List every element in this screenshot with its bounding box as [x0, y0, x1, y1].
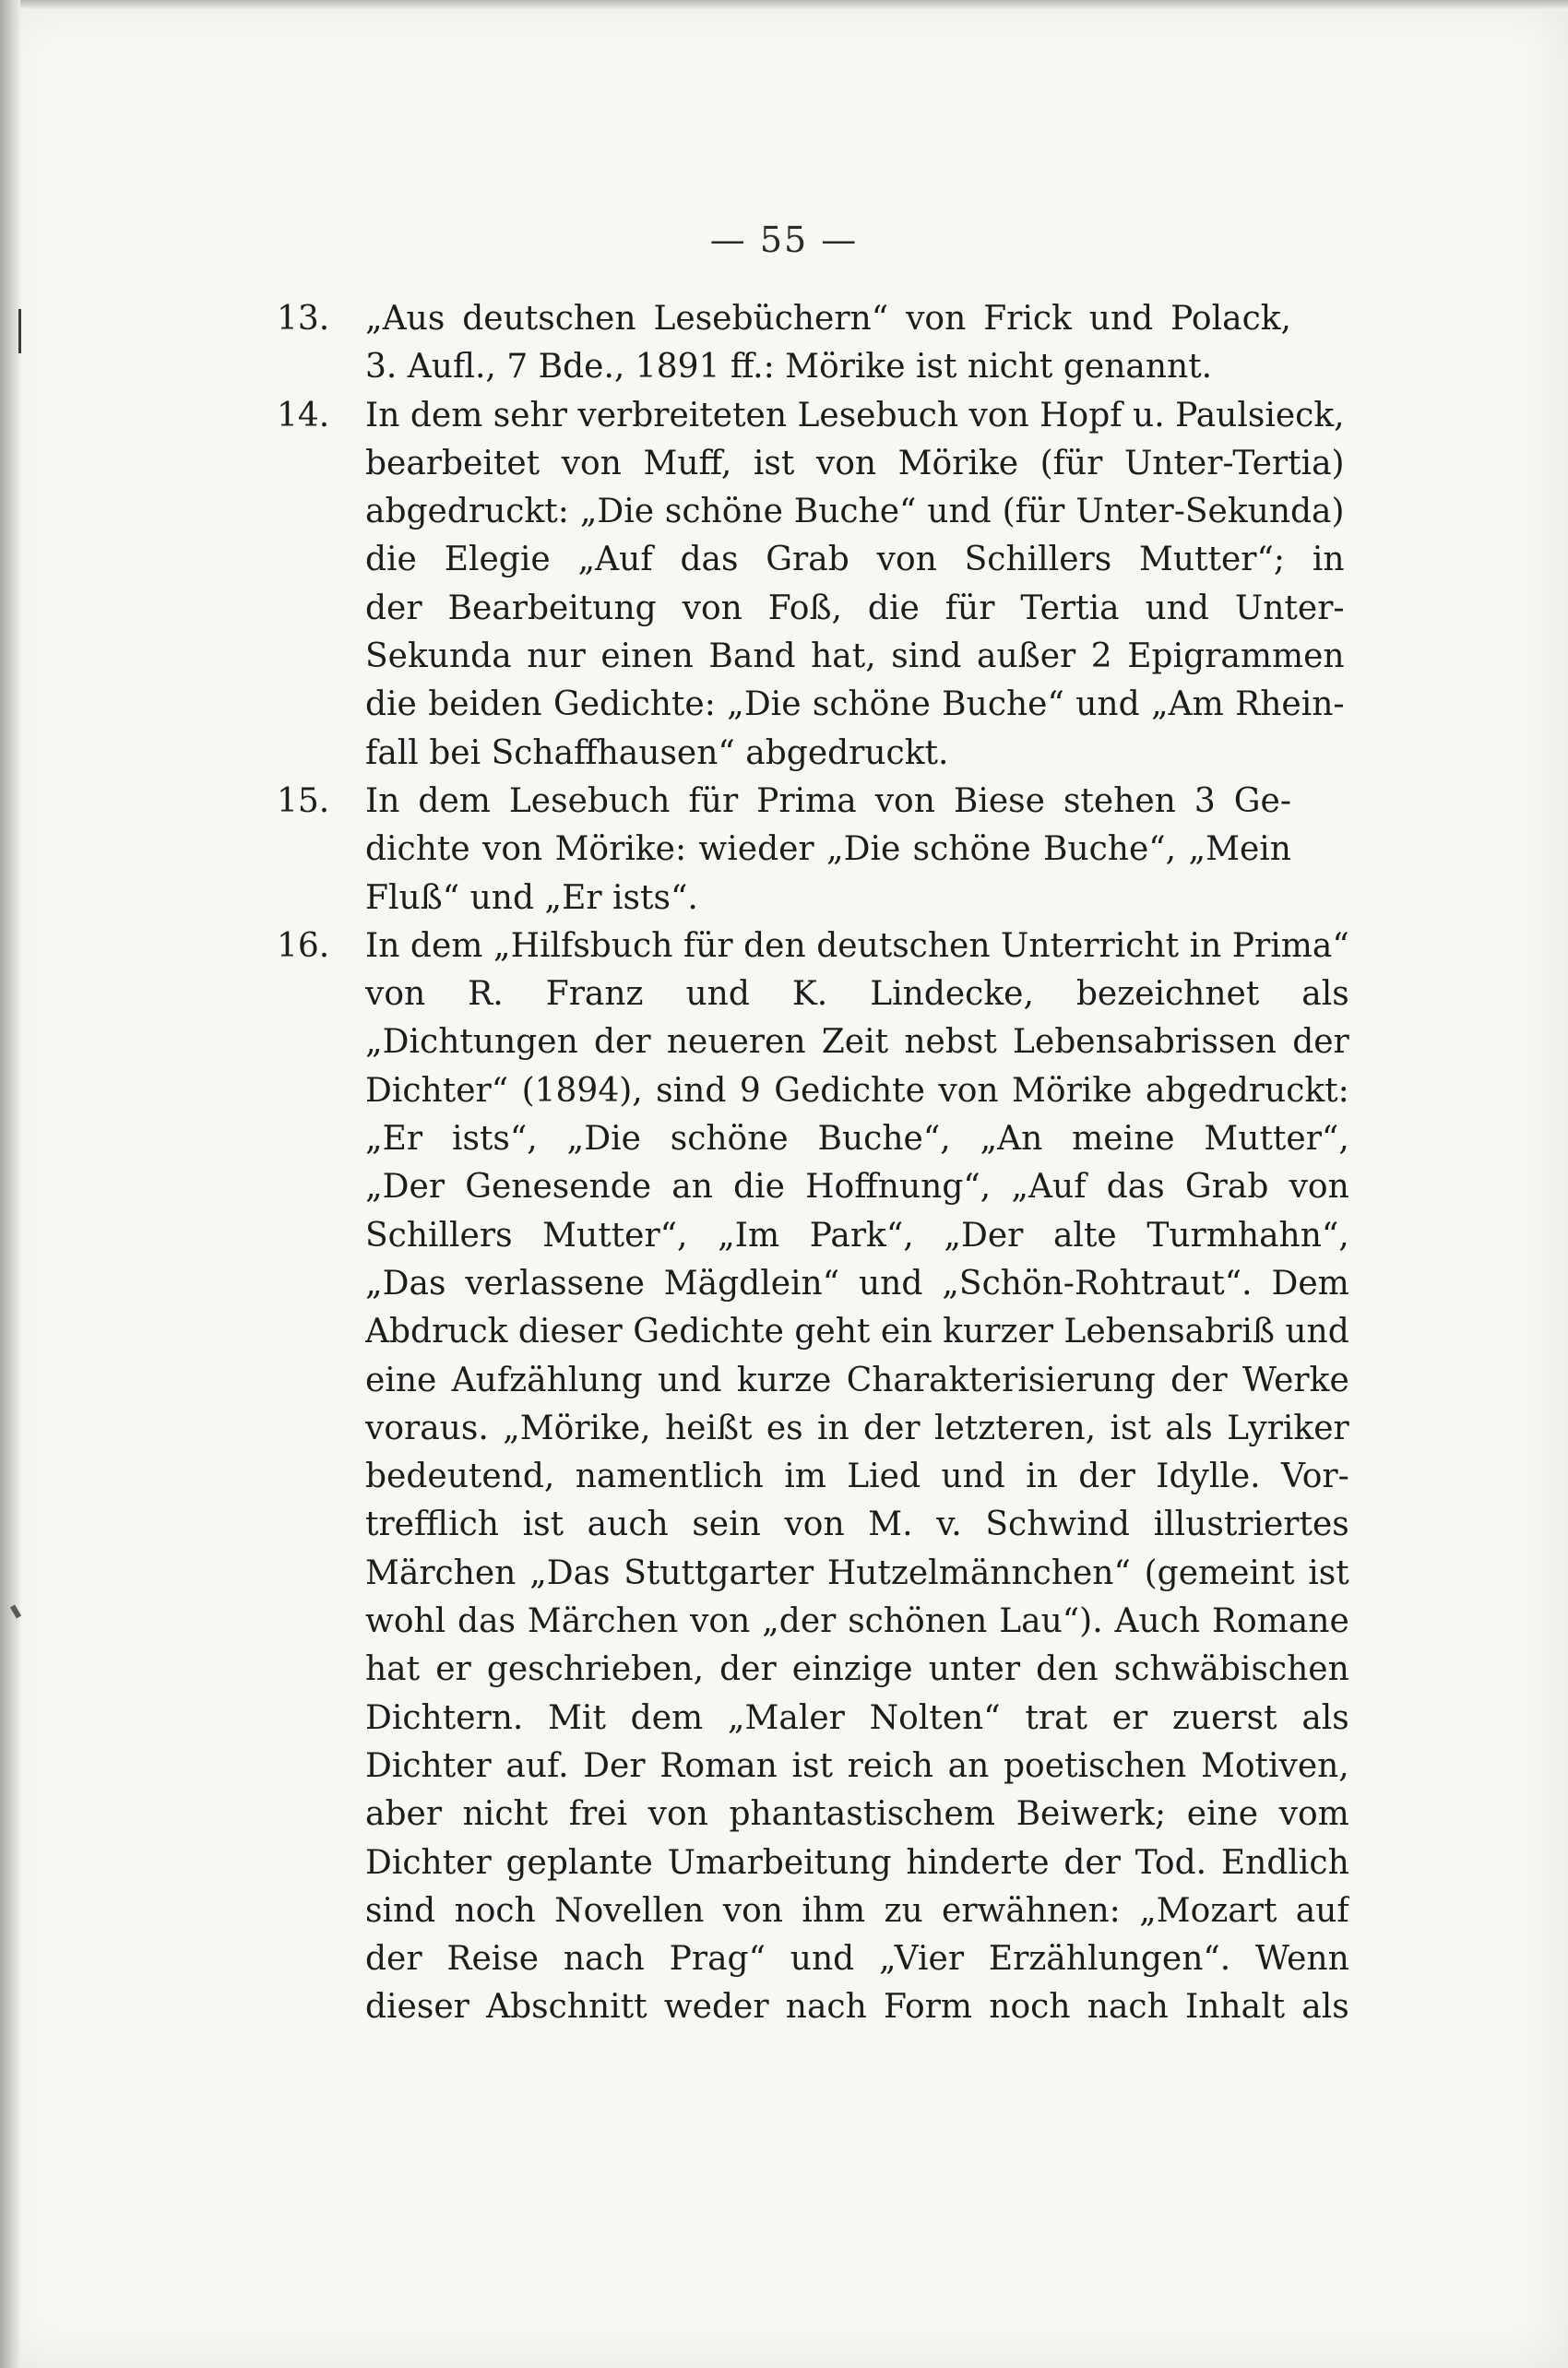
text-line: der Reise nach Prag“ und „Vier Erzählungen“. Wenn [365, 1940, 1349, 1979]
text-line: bearbeitet von Muff, ist von Mörike (für Unter-Tertia) [365, 444, 1345, 482]
text-line: Abdruck dieser Gedichte geht ein kurzer Lebensabriß und [365, 1313, 1349, 1351]
text-line: bedeutend, namentlich im Lied und in der Idylle. Vor- [365, 1458, 1349, 1496]
text-line: Schillers Mutter“, „Im Park“, „Der alte Turmhahn“, [365, 1216, 1349, 1255]
page-binding-edge [0, 0, 20, 2368]
entry-list [277, 295, 1349, 2032]
text-line: dieser Abschnitt weder nach Form noch nach Inhalt als [365, 1988, 1349, 2027]
entry-text [365, 778, 1291, 922]
text-line: 3. Aufl., 7 Bde., 1891 ff.: Mörike ist nicht genannt. [365, 348, 1213, 387]
text-line: Sekunda nur einen Band hat, sind außer 2 Epigrammen [365, 637, 1345, 676]
list-item [277, 778, 1291, 922]
text-line: In dem sehr verbreiteten Lesebuch von Hopf u. Paulsieck, [365, 396, 1345, 434]
text-line: Dichter geplante Umarbeitung hinderte der Tod. Endlich [365, 1843, 1349, 1882]
page-number: — 55 — [709, 220, 859, 260]
page-top-edge [0, 0, 1568, 11]
text-line: In dem Lesebuch für Prima von Biese stehen 3 Ge- [365, 781, 1291, 820]
text-line: Dichtern. Mit dem „Maler Nolten“ trat er zuerst als [365, 1698, 1349, 1737]
text-line: Fluß“ und „Er ists“. [365, 878, 698, 917]
text-line: Dichter“ (1894), sind 9 Gedichte von Mörike abgedruckt: [365, 1071, 1349, 1110]
text-line: „Aus deutschen Lesebüchern“ von Frick und Polack, [365, 300, 1291, 338]
text-line: abgedruckt: „Die schöne Buche“ und (für Unter-Sekunda) [365, 493, 1345, 531]
entry-number: 16. [277, 926, 330, 965]
text-line: die beiden Gedichte: „Die schöne Buche“ und „Am Rhein- [365, 685, 1345, 724]
text-line: der Bearbeitung von Foß, die für Tertia und Unter- [365, 589, 1345, 627]
text-line: In dem „Hilfsbuch für den deutschen Unterricht in Prima“ [365, 926, 1349, 965]
text-line: voraus. „Mörike, heißt es in der letzteren, ist als Lyriker [365, 1409, 1349, 1447]
text-line: fall bei Schaffhausen“ abgedruckt. [365, 733, 949, 772]
text-line: aber nicht frei von phantastischem Beiwerk; eine vom [365, 1795, 1349, 1834]
text-line: „Der Genesende an die Hoffnung“, „Auf das Grab von [365, 1168, 1349, 1207]
list-item [277, 922, 1349, 2032]
entry-number: 13. [277, 300, 330, 338]
list-item [277, 295, 1291, 392]
text-line: trefflich ist auch sein von M. v. Schwind illustriertes [365, 1505, 1349, 1544]
entry-text [365, 295, 1291, 392]
text-line: dichte von Mörike: wieder „Die schöne Buche“, „Mein [365, 830, 1291, 869]
entry-text [365, 922, 1349, 2032]
text-line: „Das verlassene Mägdlein“ und „Schön-Rohtraut“. Dem [365, 1264, 1349, 1303]
text-line: von R. Franz und K. Lindecke, bezeichnet als [365, 975, 1349, 1014]
text-line: eine Aufzählung und kurze Charakterisierung der Werke [365, 1361, 1349, 1399]
text-line: hat er geschrieben, der einzige unter den schwäbischen [365, 1650, 1349, 1689]
text-line: Märchen „Das Stuttgarter Hutzelmännchen“ (gemeint ist [365, 1553, 1349, 1592]
entry-number: 15. [277, 781, 330, 820]
list-item [277, 392, 1345, 778]
text-line: die Elegie „Auf das Grab von Schillers Mutter“; in [365, 541, 1345, 579]
text-line: Dichter auf. Der Roman ist reich an poetischen Motiven, [365, 1746, 1349, 1785]
text-line: sind noch Novellen von ihm zu erwähnen: „Mozart auf [365, 1891, 1349, 1930]
text-line: wohl das Märchen von „der schönen Lau“). Auch Romane [365, 1602, 1349, 1641]
margin-mark [18, 309, 21, 353]
text-line: „Er ists“, „Die schöne Buche“, „An meine Mutter“, [365, 1120, 1349, 1159]
text-line: „Dichtungen der neueren Zeit nebst Lebensabrissen der [365, 1023, 1349, 1062]
entry-text [365, 392, 1345, 778]
entry-number: 14. [277, 396, 330, 434]
